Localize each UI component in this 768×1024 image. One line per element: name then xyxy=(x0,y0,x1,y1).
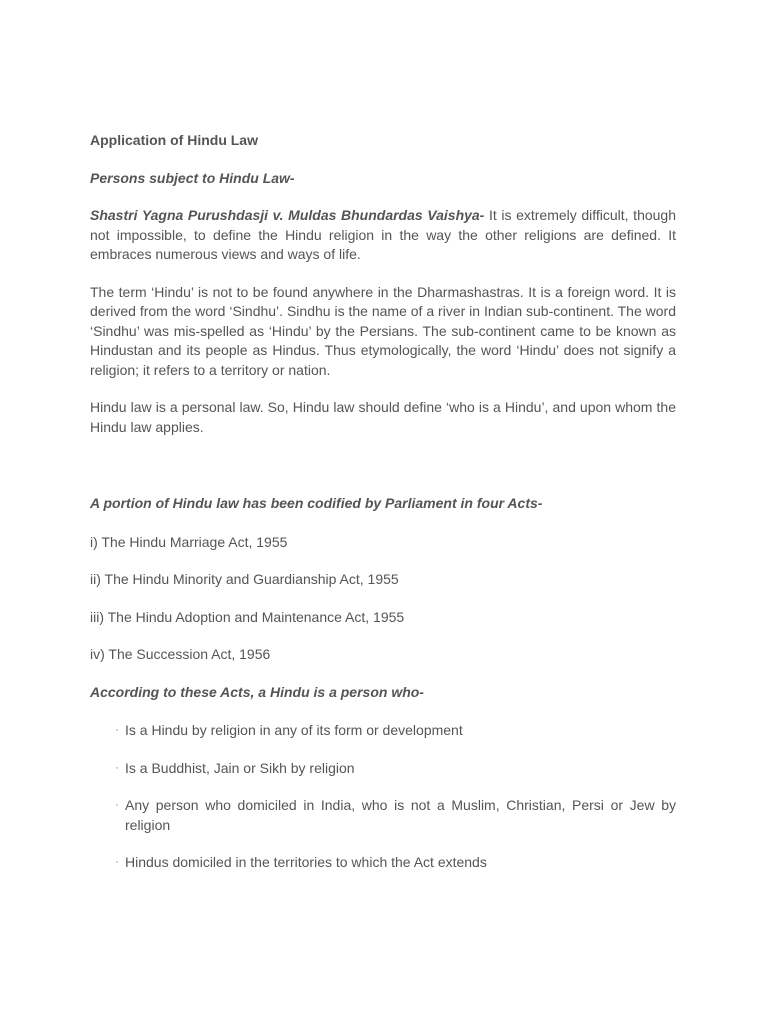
act-item: iii) The Hindu Adoption and Maintenance Act, 1955 xyxy=(90,608,405,625)
bullet-icon: · xyxy=(115,761,119,774)
criterion-text: Any person who domiciled in India, who is not a Muslim, Christian, Persi or Jew by religion xyxy=(125,797,676,833)
act-item: i) The Hindu Marriage Act, 1955 xyxy=(90,533,288,550)
paragraph-term-hindu: The term ‘Hindu’ is not to be found anywhere in the Dharmashastras. It is a foreign word. It is derived from the word ‘Sindhu’. Sindhu is the name of a river in Indian sub-continent. The word ‘Sindhu’ was mis-spelled as ‘Hindu’ by the Persians. The sub-continent came to be known as Hindustan and its people as Hindus. Thus etymologically, the word ‘Hindu’ does not signify a religion; it refers to a territory or nation. xyxy=(90,283,676,378)
list-item xyxy=(90,721,676,741)
bullet-icon: · xyxy=(115,724,119,736)
paragraph-case-text: It is extremely difficult, though not impossible, to define the Hindu religion in the way the other religions are defined. It embraces numerous views and ways of life. xyxy=(90,207,676,262)
act-item: iv) The Succession Act, 1956 xyxy=(90,646,271,662)
criterion-text: Is a Buddhist, Jain or Sikh by religion xyxy=(125,759,355,776)
section-heading-persons-subject: Persons subject to Hindu Law- xyxy=(90,169,295,186)
section-heading-codified-acts: A portion of Hindu law has been codified by Parliament in four Acts- xyxy=(90,495,543,511)
criterion-text: Is a Hindu by religion in any of its form or development xyxy=(125,722,463,738)
list-item xyxy=(90,853,676,873)
list-item xyxy=(90,759,676,779)
section-heading-hindu-definition: According to these Acts, a Hindu is a person who- xyxy=(90,683,424,700)
document-page xyxy=(90,131,676,891)
criteria-list xyxy=(90,721,676,873)
bullet-icon: · xyxy=(115,856,119,868)
bullet-icon: · xyxy=(115,799,119,811)
criterion-text: Hindus domiciled in the territories to which the Act extends xyxy=(125,854,487,870)
case-citation: Shastri Yagna Purushdasji v. Muldas Bhundardas Vaishya- xyxy=(90,207,485,223)
paragraph-personal-law: Hindu law is a personal law. So, Hindu law should define ‘who is a Hindu’, and upon whom the Hindu law applies. xyxy=(90,399,676,435)
act-item: ii) The Hindu Minority and Guardianship Act, 1955 xyxy=(90,571,399,587)
list-item xyxy=(90,796,676,835)
document-title: Application of Hindu Law xyxy=(90,132,258,148)
paragraph-case-intro xyxy=(90,206,676,265)
